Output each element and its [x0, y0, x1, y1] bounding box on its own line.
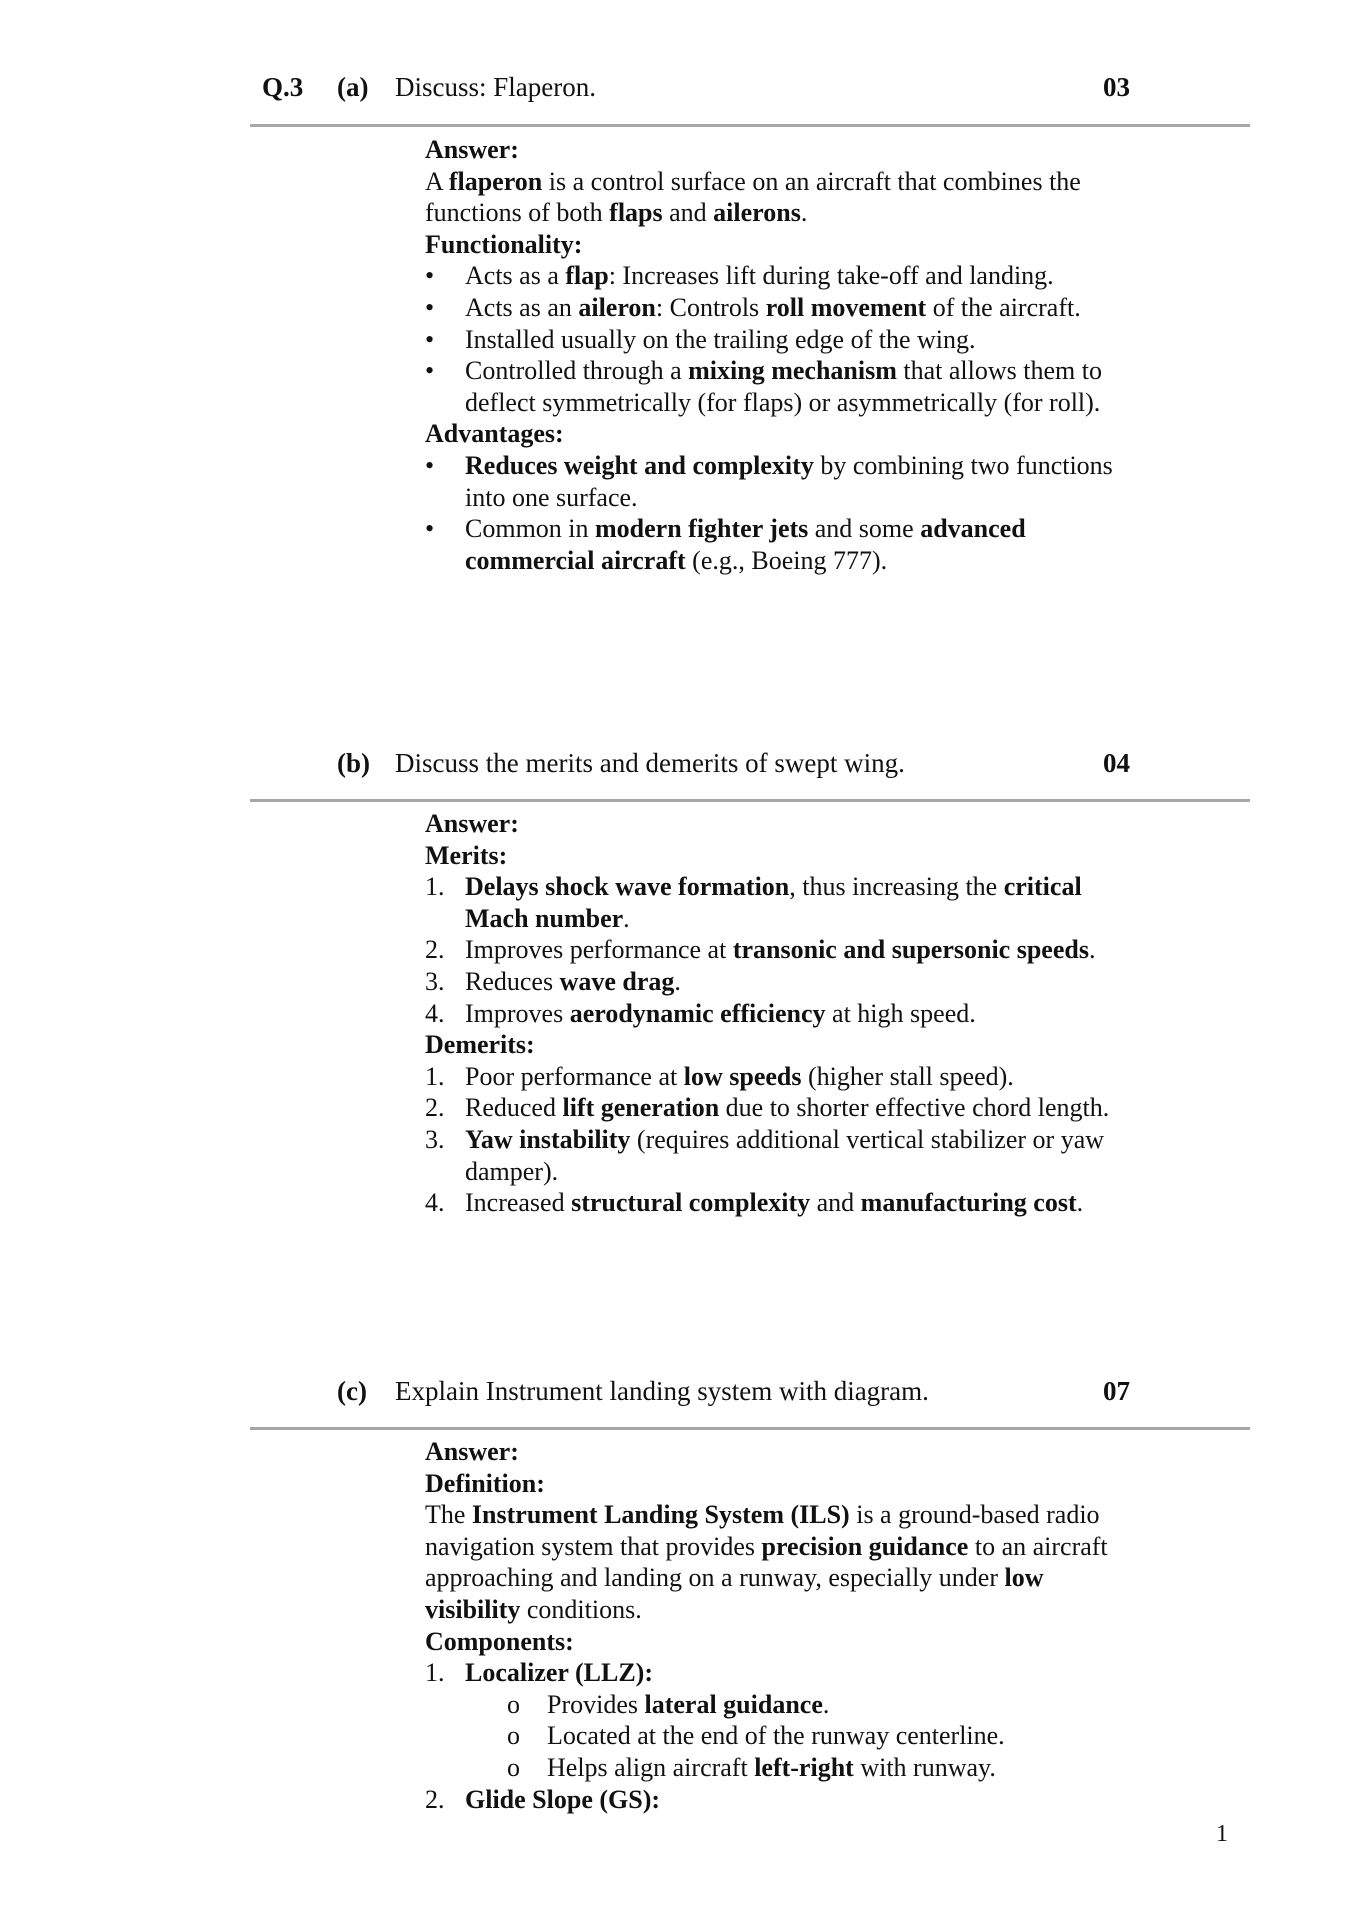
list-item: 2. Glide Slope (GS):: [425, 1784, 661, 1814]
advantages-list: [425, 450, 1125, 576]
circle-bullet-icon: o: [507, 1689, 520, 1719]
list-item: • Acts as a flap: Increases lift during take-off and landing.: [425, 261, 1054, 291]
bullet-icon: •: [425, 292, 435, 322]
merits-list: [425, 871, 1125, 1029]
list-item: o Located at the end of the runway centerline.: [507, 1721, 1005, 1751]
list-item: 1. Poor performance at low speeds (higher stall speed).: [425, 1061, 1014, 1091]
answer-a: [425, 134, 1125, 576]
list-item: o Helps align aircraft left-right with runway.: [507, 1752, 996, 1782]
bullet-icon: •: [425, 324, 435, 354]
answer-b: [425, 808, 1125, 1219]
list-item: 3. Reduces wave drag.: [425, 966, 681, 996]
list-item: 2. Reduced lift generation due to shorter effective chord length.: [425, 1093, 1110, 1123]
list-item: • Reduces weight and complexity by combining two functions into one surface.: [425, 450, 1113, 512]
demerits-heading: Demerits:: [425, 1030, 535, 1060]
list-item: • Acts as an aileron: Controls roll movement of the aircraft.: [425, 292, 1081, 322]
bullet-icon: •: [425, 261, 435, 291]
bullet-icon: •: [425, 514, 435, 544]
components-heading: Components:: [425, 1626, 574, 1656]
divider-b: [250, 799, 1250, 802]
bullet-icon: •: [425, 450, 435, 480]
circle-bullet-icon: o: [507, 1752, 520, 1782]
circle-bullet-icon: o: [507, 1721, 520, 1751]
question-c-marks: 07: [1103, 1376, 1130, 1406]
list-item: 1. Localizer (LLZ):: [425, 1658, 653, 1688]
list-item: • Controlled through a mixing mechanism that allows them to deflect symmetrically (for flaps) or asymmetrically (for roll).: [425, 356, 1102, 417]
answer-heading: Answer:: [425, 1437, 519, 1466]
list-item: 4. Improves aerodynamic efficiency at high speed.: [425, 998, 976, 1028]
functionality-list: [425, 260, 1125, 418]
answer-heading: Answer:: [425, 135, 519, 164]
list-item: 4. Increased structural complexity and manufacturing cost.: [425, 1188, 1084, 1218]
question-b-marks: 04: [1103, 748, 1130, 778]
bullet-icon: •: [425, 356, 435, 386]
list-item: 3. Yaw instability (requires additional vertical stabilizer or yaw damper).: [425, 1124, 1105, 1186]
merits-heading: Merits:: [425, 840, 508, 870]
answer-c: [425, 1436, 1125, 1815]
question-a-label: (a): [337, 72, 369, 102]
ils-definition: The Instrument Landing System (ILS) is a ground-based radio navigation system that provides precision guidance to an aircraft approaching and landing on a runway, especially under low visibility conditions.: [425, 1500, 1108, 1624]
divider-c: [250, 1427, 1250, 1430]
question-b-label: (b): [337, 748, 370, 778]
demerits-list: [425, 1061, 1125, 1219]
list-item: o Provides lateral guidance.: [507, 1689, 830, 1719]
flaperon-intro: A flaperon is a control surface on an aircraft that combines the functions of both flaps and ailerons.: [425, 166, 1081, 228]
localizer-points: [425, 1689, 1125, 1784]
list-item: 2. Improves performance at transonic and supersonic speeds.: [425, 935, 1096, 965]
components-list-continued: [425, 1784, 1125, 1816]
page-number: 1: [1216, 1821, 1228, 1847]
question-a-text: Discuss: Flaperon.: [395, 72, 596, 102]
question-a-marks: 03: [1103, 72, 1130, 102]
list-item: • Installed usually on the trailing edge of the wing.: [425, 324, 976, 354]
question-b-text: Discuss the merits and demerits of swept wing.: [395, 748, 905, 778]
components-list: [425, 1657, 1125, 1689]
question-number: Q.3: [262, 72, 304, 102]
question-c-text: Explain Instrument landing system with diagram.: [395, 1376, 929, 1406]
functionality-heading: Functionality:: [425, 229, 583, 259]
list-item: • Common in modern fighter jets and some advanced commercial aircraft (e.g., Boeing 777).: [425, 514, 1026, 575]
question-c-label: (c): [337, 1376, 367, 1406]
list-item: 1. Delays shock wave formation, thus increasing the critical Mach number.: [425, 872, 1082, 933]
answer-heading: Answer:: [425, 809, 519, 838]
advantages-heading: Advantages:: [425, 419, 564, 449]
definition-heading: Definition:: [425, 1468, 545, 1498]
divider-a: [250, 124, 1250, 127]
